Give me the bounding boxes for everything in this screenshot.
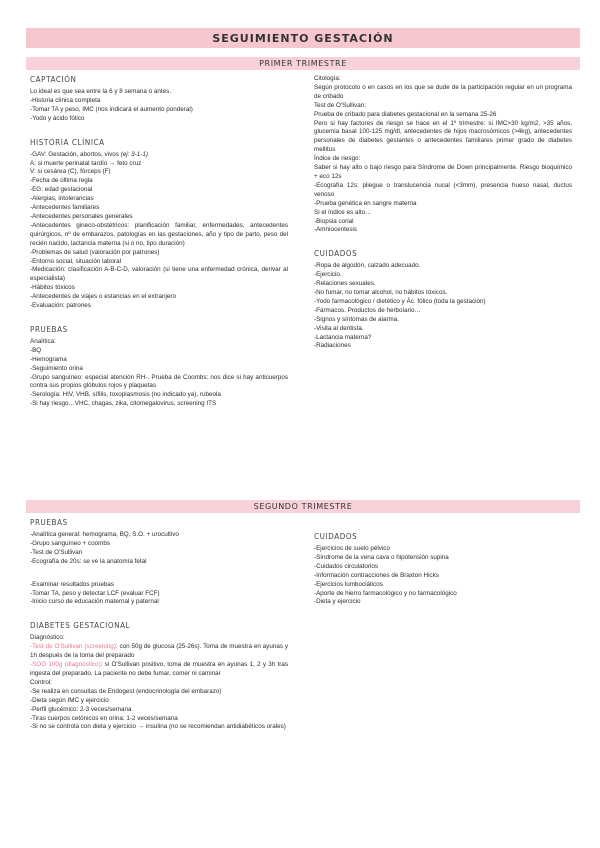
cuidados2-line: -Información contracciones de Braxton Hicks <box>314 571 439 579</box>
first-trimester-label: PRIMER TRIMESTRE <box>259 59 347 68</box>
diabetes-heading: DIABETES GESTACIONAL <box>30 621 131 631</box>
cuidados-line: -Signos y síntomas de alarma. <box>314 315 400 323</box>
pruebas-line: -Seguimiento orina <box>30 364 83 372</box>
pruebas2-line: -Inicio curso de educación maternal y paternal <box>30 598 159 606</box>
sog-text: : si O'Sullivan positivo, toma de muestra en ayunas 1, 2 y 3h tras ingesta del preparado. La paciente no debe fumar, comer ni caminar <box>30 661 288 677</box>
cuidados2-line: -Ejercicios lumbociáticos <box>314 580 383 588</box>
historia-line: -Medicación: clasificación A-B-C-D, valoración (si tiene una enfermedad crónica, derivar al especialista) <box>30 266 288 283</box>
cuidados-line: -Radiaciones <box>314 342 351 350</box>
pruebas-line: -Si hay riesgo…VHC, chagas, zika, citomegalovirus, screening ITS <box>30 400 217 408</box>
pruebas-line: -Hemograma <box>30 355 67 363</box>
cuidados2-line: -Dieta y ejercicio <box>314 598 361 606</box>
pruebas2-line: -Grupo sanguíneo + coombs <box>30 539 110 547</box>
historia-line: V: si cesárea (C), fórceps (F) <box>30 168 111 176</box>
historia-line: -Antecedentes de viajes o estancias en el extranjero <box>30 293 176 301</box>
captacion-line: -Tomar TA y peso, IMC (nos indicará el aumento ponderal) <box>30 105 193 113</box>
historia-line: -Antecedentes personales generales <box>30 212 133 220</box>
diabetes-diag-label: Diagnóstico: <box>30 634 65 642</box>
control-line: -Se realiza en consultas de Endogest (endocrinología del embarazo) <box>30 687 222 695</box>
gav-example: (ej: 3-1-1) <box>120 150 148 158</box>
historia-line: A: si muerte perinatal tardío → feto cruz <box>30 159 142 167</box>
control-line: -Si no se controla con dieta y ejercicio → insulina (no se recomiendan antidiabéticos orales) <box>30 723 286 731</box>
gav-text: -GAV: Gestación, abortos, vivos <box>30 150 121 158</box>
first-trimester-bar <box>26 57 580 70</box>
historia-line: -Antecedentes familiares <box>30 204 100 212</box>
cuidados2-line: -Síndrome de la vena cava o hipotensión supina <box>314 553 449 561</box>
pruebas2-line: -Tomar TA, peso y detectar LCF (evaluar FCF) <box>30 589 160 597</box>
cuidados-line: -Yodo farmacológico / dietético y Ác. fólico (toda la gestación) <box>314 297 486 305</box>
cuidados-line: -Relaciones sexuales. <box>314 280 376 288</box>
cuidados-line: -Ropa de algodón, calzado adecuado. <box>314 262 421 270</box>
cuidados-line: -Lactancia materna? <box>314 333 372 341</box>
cuidados-heading: CUIDADOS <box>314 249 358 259</box>
citologia-line: Pero si hay factores de riesgo se hace en el 1º trimestre: si IMC>30 kg/m2, >35 años, glucemia basal 100-125 mg/dl, antecedentes de hijos macrosómicos (>4kg), antecedentes personales de diabetes gestantes o antecedentes familiares primer grado de diabetes mellitus <box>314 119 572 154</box>
historia-line: -Problemas de salud (valoración por patrones) <box>30 248 160 256</box>
first-trimester-left-column <box>30 75 288 409</box>
historia-heading: HISTORIA CLÍNICA <box>30 137 105 147</box>
pruebas2-line: -Analítica general: hemograma, BQ, S.O. + urocultivo <box>30 531 179 538</box>
captacion-line: -Yodo y ácido fólico <box>30 114 85 122</box>
historia-line: -Fecha de última regla <box>30 177 93 185</box>
pruebas-line: Analítica: <box>30 337 56 345</box>
control-line: Control: <box>30 678 53 686</box>
captacion-line: Lo ideal es que sea entre la 6 y 8 semana o antes. <box>30 88 172 95</box>
citologia-line: -Amniocentesis <box>314 226 358 234</box>
pruebas2-line: -Test de O'Sullivan <box>30 548 83 556</box>
pruebas-line: -Serología: HIV, VHB, sífilis, toxoplasmosis (no indicado ya), rubeola <box>30 391 221 399</box>
pruebas2-line: -Ecografía de 20s: se ve la anatomía fetal <box>30 557 147 565</box>
osullivan-text: : con 50g de glucosa (25-26s). Toma de muestra en ayunas y 1h después de la toma del preparado <box>30 643 288 660</box>
cuidados2-line: -Cuidados circulatorios <box>314 562 379 570</box>
pruebas2-line: -Examinar resultados pruebas <box>30 580 114 588</box>
citologia-line: Saber si hay alto o bajo riesgo para Síndrome de Down principalmente. Riesgo bioquímico + eco 12s <box>314 164 572 180</box>
historia-line: -EG: edad gestacional <box>30 186 93 194</box>
pruebas-line: -BQ <box>30 346 42 354</box>
cuidados2-line: -Aporte de hierro farmacológico y no farmacológico <box>314 589 457 597</box>
historia-line: -Entorno social, situación laboral <box>30 257 122 265</box>
osullivan-label: -Test de O'Sullivan (screening) <box>30 643 116 651</box>
control-line: -Tiras cuerpos cetónicos en orina: 1-2 veces/semana <box>30 714 178 722</box>
citologia-line: -Prueba genética en sangre materna <box>314 199 417 207</box>
captacion-line: -Historia clínica completa <box>30 96 101 104</box>
cuidados2-heading: CUIDADOS <box>314 532 358 541</box>
citologia-line: Citología: <box>314 75 341 82</box>
historia-line: -Hábitos tóxicos <box>30 284 75 292</box>
citologia-line: Test de O'Sullivan: <box>314 101 366 109</box>
pruebas2-heading: PRUEBAS <box>30 518 68 527</box>
first-trimester-right-column <box>314 75 572 351</box>
second-trimester-label: SEGUNDO TRIMESTRE <box>253 502 353 511</box>
citologia-line: Si el índice es alto… <box>314 208 372 216</box>
second-trimester-right-column <box>314 532 572 607</box>
second-trimester-left-column <box>30 518 288 732</box>
citologia-line: Según protocolo o en casos en los que se dude de la participación regular en un programa de cribado <box>314 83 572 100</box>
citologia-line: Índice de riesgo: <box>314 155 361 163</box>
osullivan-line <box>30 643 288 661</box>
historia-line: -Alergias, intolerancias <box>30 195 94 203</box>
historia-line: -Evaluación: patrones <box>30 302 91 310</box>
sog-label: -SOG 100g (diagnóstico) <box>30 661 101 669</box>
second-trimester-bar <box>26 500 580 513</box>
control-line: -Dieta según IMC y ejercicio <box>30 696 109 704</box>
historia-gav-line <box>30 151 288 160</box>
cuidados2-line: -Ejercicios de suelo pélvico <box>314 545 390 552</box>
citologia-line: -Biopsia corial <box>314 217 354 225</box>
pruebas-line: -Grupo sanguíneo: especial atención RH-. Prueba de Coombs: nos dice si hay anticuerpos contra sus propios glóbulos rojos y plaquetas <box>30 373 288 390</box>
cuidados-line: -Visita al dentista. <box>314 324 364 332</box>
captacion-heading: CAPTACIÓN <box>30 75 77 84</box>
cuidados-line: -Ejercicio. <box>314 271 342 279</box>
sog-line <box>30 661 288 679</box>
control-line: -Perfil glucémico: 2-3 veces/semana <box>30 705 132 713</box>
document-title-bar <box>26 28 580 48</box>
citologia-line: -Ecografía 12s: pliegue o translucencia nucal (<3mm), presencia hueso nasal, ductus venoso <box>314 181 572 198</box>
citologia-line: Prueba de cribado para diabetes gestacional en la semana 25-26 <box>314 110 497 118</box>
historia-line: -Antecedentes gineco-obstétricos: planificación familiar, enfermedades, antecedentes quirúrgicos, nº de embarazos, patologías en las gestaciones, año y tipo de parto, peso del recién nacido, lactancia materna (si o no, tipo duración) <box>30 221 288 247</box>
pruebas-heading: PRUEBAS <box>30 324 68 334</box>
document-title: SEGUIMIENTO GESTACIÓN <box>212 31 394 45</box>
cuidados-line: -Fármacos. Productos de herbolario… <box>314 306 421 314</box>
cuidados-line: -No fumar, no tomar alcohol, no hábitos tóxicos. <box>314 289 448 297</box>
